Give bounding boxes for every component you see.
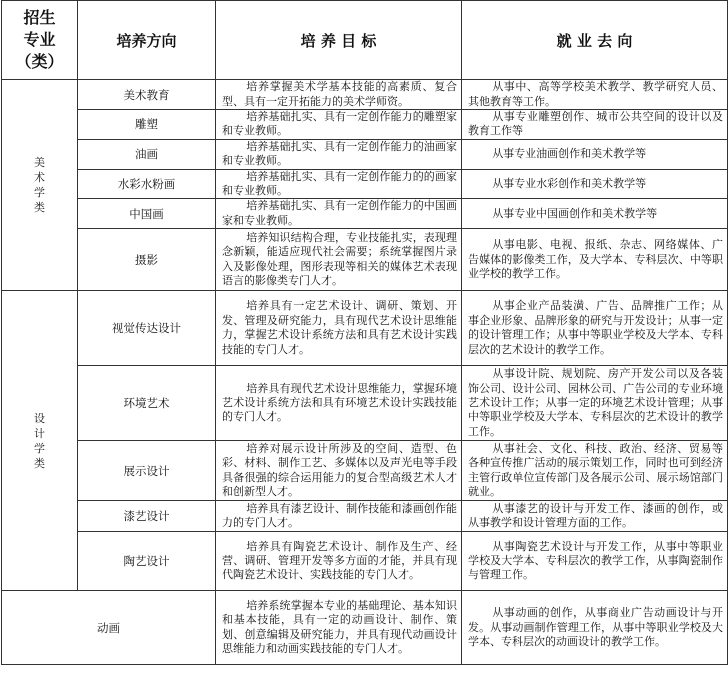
goal-cell: 培养基础扎实、具有一定创作能力的油画家和专业教师。 [216,139,462,169]
employment-cell: 从事社会、文化、科技、政治、经济、贸易等各种宣传推广活动的展示策划工作，同时也可到经济主管行政单位宣传部门及各展示公司、展示场馆部门就业。 [462,441,728,501]
employment-cell: 从事专业水彩创作和美术教学等 [462,169,728,199]
header-employment: 就 业 去 向 [462,1,728,80]
employment-cell: 从事动画的创作，从事商业广告动画设计与开发。从事动画制作管理工作，从事中等职业学校及大学本、专科层次的动画设计的教学工作。 [462,591,728,665]
table-row [2,199,728,229]
employment-cell: 从事专业油画创作和美术教学等 [462,139,728,169]
employment-cell: 从事企业产品装潢、广告、品牌推广工作；从事企业形象、品牌形象的研究与开发设计；从事一定的设计管理工作；从事中等职业学校及大学本、专科层次的艺术设计的教学工作。 [462,291,728,366]
goal-cell: 培养具有漆艺设计、制作技能和漆画创作能力的专门人才。 [216,501,462,532]
direction-cell: 展示设计 [78,441,216,501]
goal-cell: 培养对展示设计所涉及的空间、造型、色彩、材料、制作工艺、多媒体以及声光电等手段具备很强的综合运用能力的复合型高级艺术人才和创新型人才。 [216,441,462,501]
header-row [2,1,728,80]
direction-cell: 漆艺设计 [78,501,216,532]
table-row [2,366,728,441]
employment-cell: 从事中、高等学校美术教学、教学研究人员、其他教育等工作。 [462,80,728,110]
table-row [2,291,728,366]
employment-cell: 从事漆艺的设计与开发工作、漆画的创作，或从事教学和设计管理方面的工作。 [462,501,728,532]
category-art: 美 术 学 类 [2,80,78,291]
header-goal: 培 养 目 标 [216,1,462,80]
goal-cell: 培养知识结构合理，专业技能扎实，表现理念新颖，能适应现代社会需要；系统掌握图片录入及影像处理，图形表现等相关的媒体艺术表现语言的影像类专门人才。 [216,229,462,291]
direction-cell: 雕塑 [78,110,216,140]
header-category [2,1,78,80]
direction-cell: 油画 [78,139,216,169]
header-category-line: 专业 [23,30,56,49]
employment-cell: 从事陶瓷艺术设计与开发工作，从事中等职业学校及大学本、专科层次的教学工作，从事陶瓷制作与管理工作。 [462,532,728,591]
table-row [2,501,728,532]
goal-cell: 培养具有陶瓷艺术设计、制作及生产、经营、调研、管理开发等多方面的才能，并具有现代陶瓷艺术设计、实践技能的专门人才。 [216,532,462,591]
direction-cell: 摄影 [78,229,216,291]
header-category-line: 招生 [23,8,56,27]
table-row [2,591,728,665]
direction-cell-animation: 动画 [2,591,216,665]
direction-cell: 环境艺术 [78,366,216,441]
goal-cell: 培养基础扎实、具有一定创作能力的雕塑家和专业教师。 [216,110,462,140]
table-row [2,229,728,291]
direction-cell: 中国画 [78,199,216,229]
goal-cell: 培养具有现代艺术设计思维能力，掌握环境艺术设计系统方法和具有环境艺术设计实践技能的专门人才。 [216,366,462,441]
table-row [2,110,728,140]
header-direction: 培养方向 [78,1,216,80]
employment-cell: 从事设计院、规划院、房产开发公司以及各装饰公司、设计公司、园林公司、广告公司的专业环境艺术设计工作；从事一定的环境艺术设计管理；从事中等职业学校及大学本、专科层次的艺术设计的教学工作。 [462,366,728,441]
direction-cell: 美术教育 [78,80,216,110]
table-row [2,169,728,199]
direction-cell: 陶艺设计 [78,532,216,591]
category-design: 设 计 学 类 [2,291,78,591]
goal-cell: 培养基础扎实、具有一定创作能力的的画家和专业教师。 [216,169,462,199]
direction-cell: 视觉传达设计 [78,291,216,366]
program-table [1,0,728,665]
goal-cell: 培养基础扎实、具有一定创作能力的中国画家和专业教师。 [216,199,462,229]
direction-cell: 水彩水粉画 [78,169,216,199]
table-row [2,532,728,591]
employment-cell: 从事电影、电视、报纸、杂志、网络媒体、广告媒体的影像类工作，及大学本、专科层次、中等职业学校的教学工作。 [462,229,728,291]
goal-cell: 培养系统掌握本专业的基础理论、基本知识和基本技能，具有一定的动画设计、制作、策划、创意编辑及研究能力，并具有现代动画设计思维能力和动画实践技能的专门人才。 [216,591,462,665]
table-row [2,139,728,169]
employment-cell: 从事专业中国画创作和美术教学等 [462,199,728,229]
table-row [2,441,728,501]
table-row [2,80,728,110]
employment-cell: 从事专业雕塑创作、城市公共空间的设计以及教育工作等 [462,110,728,140]
goal-cell: 培养具有一定艺术设计、调研、策划、开发、管理及研究能力，具有现代艺术设计思维能力，掌握艺术设计系统方法和具有艺术设计实践技能的专门人才。 [216,291,462,366]
goal-cell: 培养掌握美术学基本技能的高素质、复合型、具有一定开拓能力的美术学师资。 [216,80,462,110]
header-category-line: （类） [15,52,64,71]
